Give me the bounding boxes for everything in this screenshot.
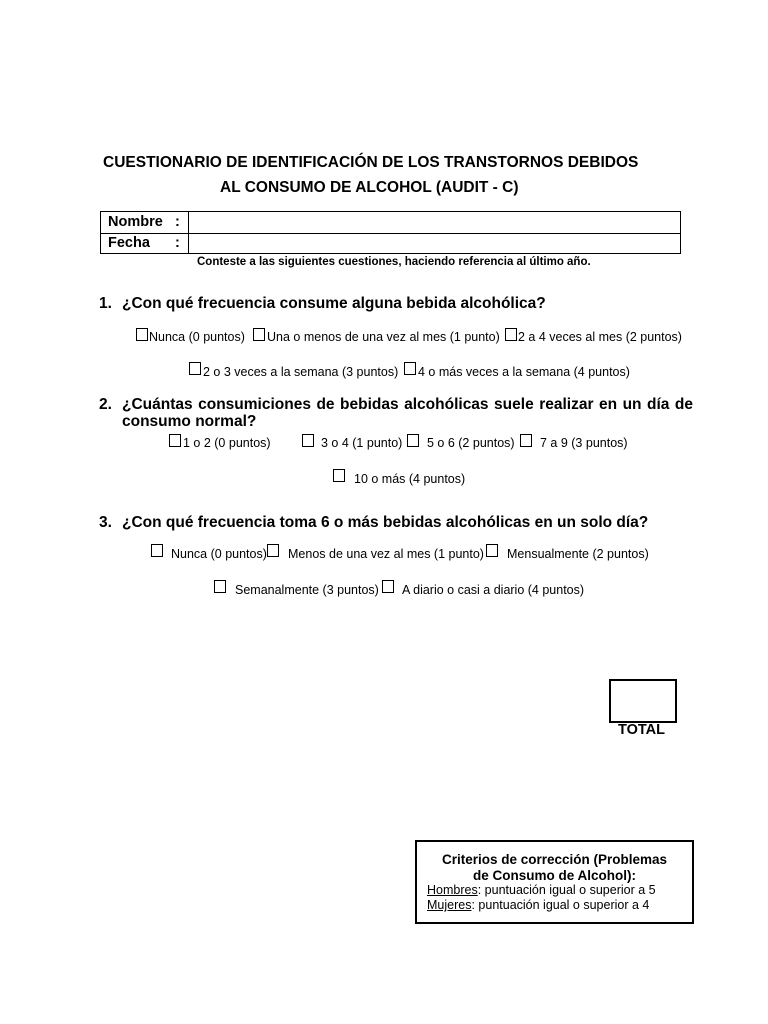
date-label-cell <box>101 233 189 254</box>
q3-option-2-checkbox[interactable] <box>267 544 279 557</box>
q2-option-3-label: 5 o 6 (2 puntos) <box>427 436 515 450</box>
criteria-men-label: Hombres <box>427 883 478 897</box>
q1-option-5-label: 4 o más veces a la semana (4 puntos) <box>418 365 630 379</box>
q2-option-5-label: 10 o más (4 puntos) <box>354 472 466 486</box>
name-label: Nombre <box>108 214 163 230</box>
q1-option-3-checkbox[interactable] <box>505 328 517 341</box>
name-row <box>101 212 680 234</box>
title-line-2: AL CONSUMO DE ALCOHOL (AUDIT - C) <box>220 179 519 196</box>
q1-option-2-label: Una o menos de una vez al mes (1 punto) <box>267 330 500 344</box>
criteria-title <box>417 852 692 884</box>
question-3-text: ¿Con qué frecuencia toma 6 o más bebidas alcohólicas en un solo día? <box>122 514 649 531</box>
q1-option-4-checkbox[interactable] <box>189 362 201 375</box>
q3-option-5-label: A diario o casi a diario (4 puntos) <box>402 583 585 597</box>
q2-option-5-checkbox[interactable] <box>333 469 345 482</box>
q2-option-1-checkbox[interactable] <box>169 434 181 447</box>
question-1-text: ¿Con qué frecuencia consume alguna bebida alcohólica? <box>122 295 546 312</box>
criteria-men-text: : puntuación igual o superior a 5 <box>477 883 656 897</box>
question-2-text-line-1: ¿Cuántas consumiciones de bebidas alcohólicas suele realizar en un día de <box>122 396 693 413</box>
name-colon: : <box>175 214 180 230</box>
criteria-women-line <box>427 898 649 912</box>
question-2-number: 2. <box>99 396 112 413</box>
date-row <box>101 233 680 254</box>
q3-option-4-checkbox[interactable] <box>214 580 226 593</box>
q3-option-4-label: Semanalmente (3 puntos) <box>235 583 379 597</box>
q2-option-2-label: 3 o 4 (1 punto) <box>321 436 403 450</box>
q3-option-5-checkbox[interactable] <box>382 580 394 593</box>
instruction-text: Conteste a las siguientes cuestiones, haciendo referencia al último año. <box>197 256 591 268</box>
question-3-number: 3. <box>99 514 112 531</box>
q2-option-4-checkbox[interactable] <box>520 434 532 447</box>
q1-option-5-checkbox[interactable] <box>404 362 416 375</box>
q3-option-3-checkbox[interactable] <box>486 544 498 557</box>
q1-option-1-checkbox[interactable] <box>136 328 148 341</box>
criteria-men-line <box>427 883 656 897</box>
criteria-women-text: : puntuación igual o superior a 4 <box>471 898 650 912</box>
question-2-text-line-2: consumo normal? <box>122 413 257 430</box>
q1-option-4-label: 2 o 3 veces a la semana (3 puntos) <box>203 365 399 379</box>
total-score-box[interactable] <box>609 679 677 723</box>
date-field[interactable] <box>190 233 680 254</box>
identification-table <box>100 211 681 254</box>
q2-option-1-label: 1 o 2 (0 puntos) <box>183 436 271 450</box>
q1-option-3-label: 2 a 4 veces al mes (2 puntos) <box>518 330 682 344</box>
name-field[interactable] <box>190 212 680 233</box>
q3-option-1-checkbox[interactable] <box>151 544 163 557</box>
date-colon: : <box>175 235 180 251</box>
criteria-title-line-1: Criterios de corrección (Problemas <box>441 852 668 867</box>
title-line-1: CUESTIONARIO DE IDENTIFICACIÓN DE LOS TRANSTORNOS DEBIDOS <box>103 154 639 171</box>
total-label: TOTAL <box>618 722 665 738</box>
q3-option-3-label: Mensualmente (2 puntos) <box>507 547 649 561</box>
q2-option-4-label: 7 a 9 (3 puntos) <box>540 436 628 450</box>
q3-option-1-label: Nunca (0 puntos) <box>171 547 267 561</box>
q2-option-3-checkbox[interactable] <box>407 434 419 447</box>
correction-criteria-box <box>415 840 694 924</box>
name-label-cell <box>101 212 189 233</box>
criteria-women-label: Mujeres <box>427 898 472 912</box>
q1-option-2-checkbox[interactable] <box>253 328 265 341</box>
question-1-number: 1. <box>99 295 112 312</box>
criteria-title-line-2: de Consumo de Alcohol): <box>473 868 636 883</box>
q3-option-2-label: Menos de una vez al mes (1 punto) <box>288 547 484 561</box>
q1-option-1-label: Nunca (0 puntos) <box>149 330 245 344</box>
q2-option-2-checkbox[interactable] <box>302 434 314 447</box>
date-label: Fecha <box>108 235 150 251</box>
